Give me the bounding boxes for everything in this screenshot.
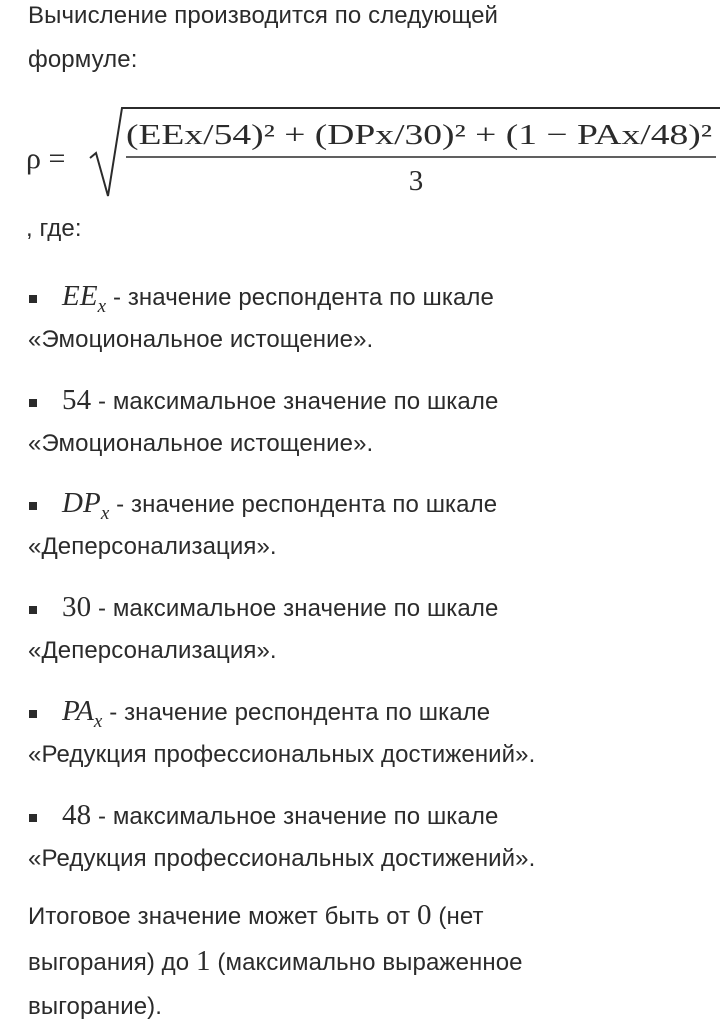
result-line-1 — [28, 893, 708, 939]
where-label: , где: — [26, 215, 82, 242]
formula-svg — [0, 100, 720, 200]
bullet-icon — [29, 399, 37, 407]
item-subscript: x — [100, 503, 110, 524]
item-scale: «Эмоциональное истощение». — [28, 430, 374, 457]
intro-line-2: формуле: — [28, 46, 138, 73]
intro-line-1: Вычисление производится по следующей — [28, 2, 499, 29]
list-item-line — [62, 793, 498, 839]
item-symbol: 48 — [62, 799, 92, 831]
item-text: - максимальное значение по шкале — [91, 388, 499, 415]
bullet-icon — [29, 295, 37, 303]
item-scale: «Деперсонализация». — [28, 637, 277, 664]
item-symbol: PA — [62, 695, 94, 727]
result-prefix: Итоговое значение может быть от — [28, 903, 418, 930]
burnout-formula — [0, 100, 720, 200]
bullet-icon — [29, 710, 37, 718]
item-text: - значение респондента по шкале — [102, 699, 491, 726]
result-line2-start: выгорания) до — [28, 949, 197, 976]
item-symbol: DP — [62, 487, 101, 519]
item-symbol: 54 — [62, 384, 92, 416]
bullet-icon — [29, 606, 37, 614]
list-item-line — [62, 481, 497, 529]
result-min-note: (нет — [431, 903, 484, 930]
item-subscript: x — [97, 296, 107, 317]
item-symbol: 30 — [62, 591, 92, 623]
intro-paragraph — [28, 0, 708, 82]
formula-denominator: 3 — [408, 165, 424, 197]
item-subscript: x — [93, 711, 103, 732]
item-text: - значение респондента по шкале — [109, 491, 498, 518]
item-scale: «Редукция профессиональных достижений». — [28, 845, 536, 872]
list-item-line — [62, 585, 498, 631]
list-item-line — [62, 689, 490, 737]
result-line-3: выгорание). — [28, 993, 163, 1020]
bullet-icon — [29, 814, 37, 822]
item-text: - максимальное значение по шкале — [91, 595, 499, 622]
item-scale: «Эмоциональное истощение». — [28, 326, 374, 353]
result-max-note: (максимально выраженное — [210, 949, 523, 976]
result-paragraph — [28, 893, 708, 1029]
result-max-value: 1 — [196, 945, 211, 977]
formula-lhs: ρ = — [26, 142, 66, 175]
result-line-2 — [28, 939, 708, 985]
result-min-value: 0 — [417, 899, 432, 931]
item-text: - максимальное значение по шкале — [91, 803, 499, 830]
item-symbol: EE — [62, 280, 98, 312]
list-item-line — [62, 378, 498, 424]
item-scale: «Деперсонализация». — [28, 533, 277, 560]
list-item-line — [62, 274, 494, 322]
formula-numerator: (EEx/54)² + (DPx/30)² + (1 − PAx/48)² — [126, 119, 713, 151]
item-text: - значение респондента по шкале — [106, 284, 494, 311]
item-scale: «Редукция профессиональных достижений». — [28, 741, 536, 768]
bullet-icon — [29, 502, 37, 510]
